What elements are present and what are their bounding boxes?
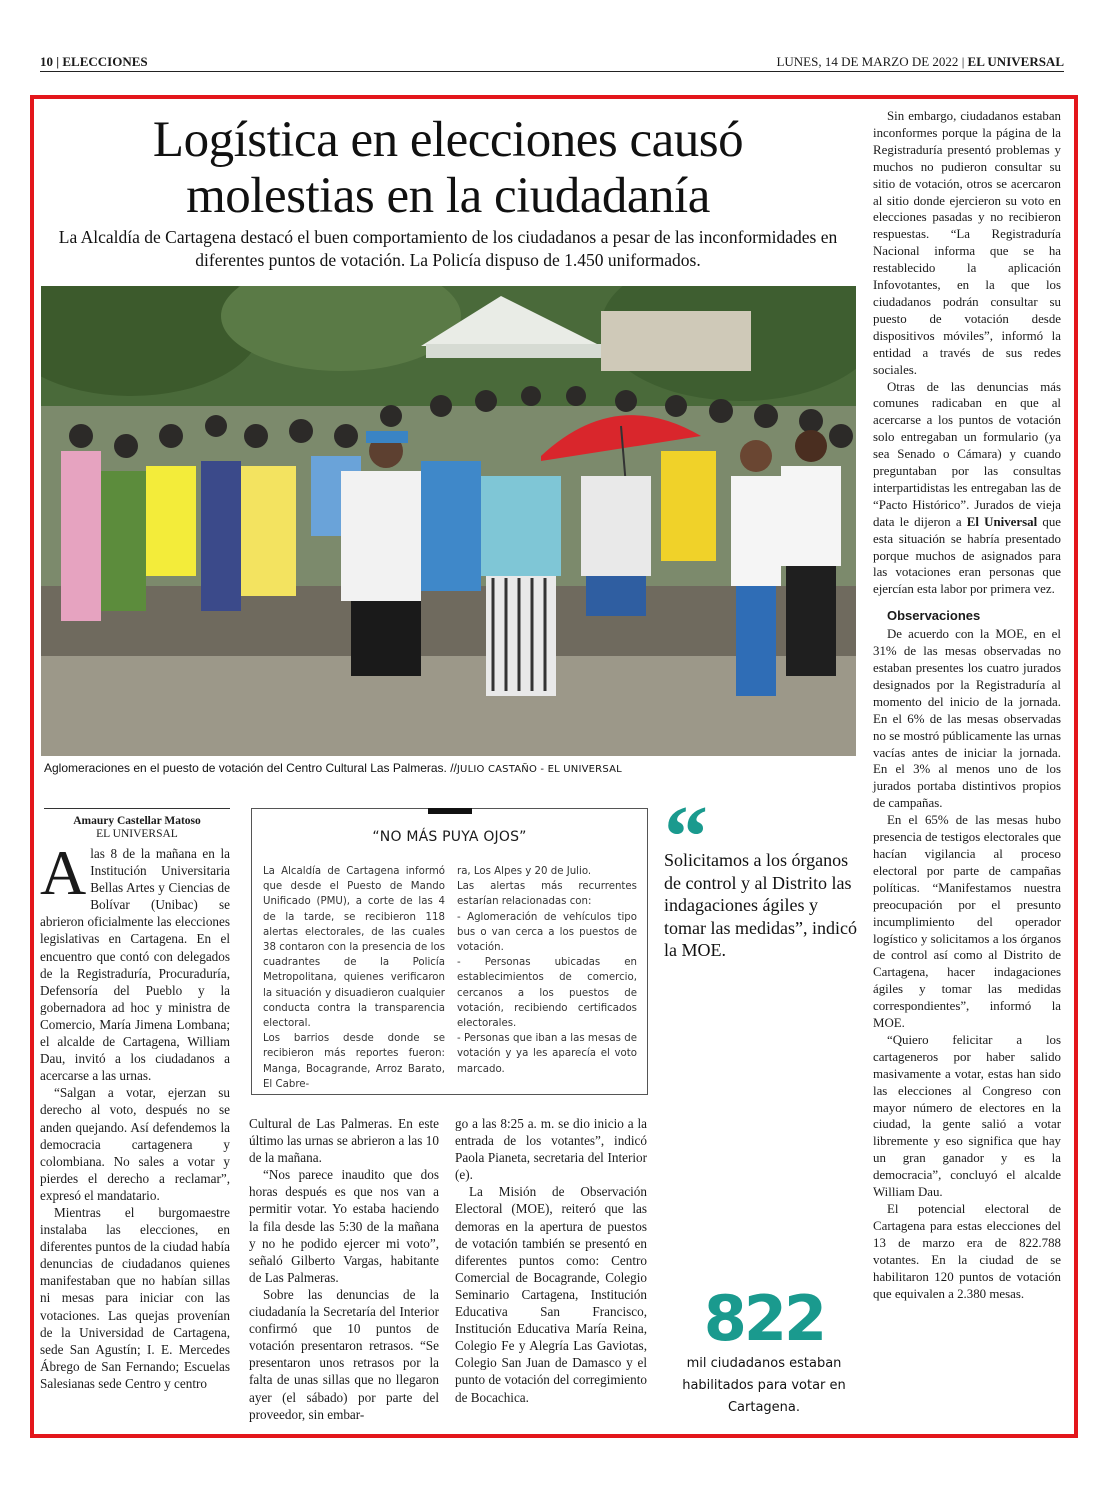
box-title: “NO MÁS PUYA OJOS” bbox=[372, 829, 527, 845]
article-column-3 bbox=[455, 1115, 647, 1406]
paragraph-text: Otras de las denuncias más comunes radicaban en que al acercarse a los puntos de votación solo entregaban un formulario (ya sea Senado o Cámara) y cuando preguntaban por las consultas interpartidistas les entregaban las de “Pacto Histórico”. Jurados de vieja data le dijeron a bbox=[873, 379, 1061, 529]
box-paragraph: - Personas que iban a las mesas de votación y ya les aparecía el voto marcado. bbox=[457, 1033, 637, 1075]
article-column-4 bbox=[873, 108, 1061, 1302]
author-outlet: EL UNIVERSAL bbox=[96, 828, 178, 840]
stat-label-line: habilitados para votar en bbox=[682, 1378, 846, 1393]
drop-cap: A bbox=[40, 837, 87, 908]
sidebar-box bbox=[251, 808, 648, 1095]
article-paragraph: Mientras el burgomaestre instalaba las elecciones, en diferentes puntos de la ciudad había denuncias de ciudadanos quienes manifestaban que no habían sillas ni mesas para iniciar con las votaciones. Las quejas provenían de la Universidad de Cartagena, sede San Agustín; I. E. Mercedes Ábrego de San Fernando; Escuelas Salesianas sede Centro y centro bbox=[40, 1204, 230, 1391]
stat-label-line: mil ciudadanos estaban bbox=[686, 1356, 842, 1371]
stat-number: 822 bbox=[703, 1282, 825, 1355]
caption-text: Aglomeraciones en el puesto de votación del Centro Cultural Las Palmeras. // bbox=[44, 761, 457, 775]
quote-text: Solicitamos a los órganos de control y al Distrito las indagaciones ágiles y tomar las medidas”, indicó la MOE. bbox=[664, 850, 857, 960]
article-paragraph: Sobre las denuncias de la ciudadanía la Secretaría del Interior confirmó que 10 puntos de votación presentaron retrasos. “Se presentaron unos retrasos por la falta de unas sillas que no llegaron ayer (el sábado) por parte del proveedor, sin embar- bbox=[249, 1286, 439, 1422]
article-column-1 bbox=[40, 837, 230, 1392]
stat-label bbox=[664, 1353, 864, 1419]
article-paragraph bbox=[40, 837, 230, 1084]
paragraph-text: las 8 de la mañana en la Institución Universitaria Bellas Artes y Ciencias de Bolívar (Unibac) se abrieron oficialmente las elecciones legislativas en Cartagena. En el encuentro que contó con delegados de la Registraduría, Procuraduría, Defensoría del Pueblo y la gobernadora ad hoc y ministra de Comercio, María Jimena Lombana; el alcalde de Cartagena, William Dau, invitó a los ciudadanos a acercarse a las urnas. bbox=[40, 846, 230, 1084]
page-number: 10 bbox=[40, 54, 53, 69]
headline bbox=[44, 112, 852, 224]
deck: La Alcaldía de Cartagena destacó el buen comportamiento de los ciudadanos a pesar de las inconformidades en diferentes puntos de votación. La Policía dispuso de 1.450 uniformados. bbox=[58, 227, 838, 270]
stat-callout bbox=[664, 1282, 864, 1419]
crowd-photo-illustration bbox=[41, 286, 856, 756]
box-paragraph: Las alertas más recurrentes estarían relacionadas con: bbox=[457, 881, 637, 908]
issue-date: LUNES, 14 DE MARZO DE 2022 bbox=[776, 54, 959, 69]
box-column-right bbox=[457, 864, 637, 1077]
paper-name-inline: El Universal bbox=[966, 514, 1038, 529]
box-paragraph: ra, Los Alpes y 20 de Julio. bbox=[457, 866, 592, 877]
article-paragraph: Sin embargo, ciudadanos estaban inconformes porque la página de la Registraduría presentó problemas y muchos no pudieron consultar su sitio de votación, otros se acercaron al sitio donde ejercieron su voto en elecciones pasadas y no recibieron respuestas. “La Registraduría Nacional informa que se ha restablecido la aplicación Infovotantes, en la que los ciudadanos podrán consultar su puesto de votación desde dispositivos móviles”, informó la entidad a través de sus redes sociales. bbox=[873, 109, 1061, 377]
section-name: ELECCIONES bbox=[62, 54, 148, 69]
crowd-photo bbox=[41, 286, 856, 756]
article-paragraph: “Nos parece inaudito que dos horas después es que nos van a permitir votar. Yo estaba haciendo la fila desde las 5:30 de la mañana y no he podido ejercer mi voto”, señaló Gilberto Vargas, habitante de Las Palmeras. bbox=[249, 1167, 439, 1285]
article-paragraph bbox=[873, 379, 1061, 599]
stat-label-line: Cartagena. bbox=[727, 1400, 801, 1415]
author-name: Amaury Castellar Matoso bbox=[73, 815, 201, 827]
page-section: 10 | ELECCIONES bbox=[40, 54, 148, 69]
pull-quote bbox=[664, 789, 862, 962]
paragraph-text: que esta situación se habría presentado porque muchos de asignados para las votaciones eran personas que ejercían esta labor por primera vez. bbox=[873, 514, 1061, 597]
article-paragraph: De acuerdo con la MOE, en el 31% de las mesas observadas no estaban presentes los cuatro jurados designados por la Registraduría al momento del inicio de la jornada. En el 6% de las mesas observadas no se mostró públicamente las urnas vacías antes de iniciar la jornada. En el 3% al menos uno de los jurados portaba distintivos propios de campañas. bbox=[873, 627, 1061, 811]
box-tab bbox=[428, 808, 472, 814]
article-paragraph: “Salgan a votar, ejerzan su derecho al voto, después no se anden quejando. Así defendemos la democracia cartagenera y colombiana. No sales a votar y pierdes el derecho a reclamar”, expresó el mandatario. bbox=[40, 1085, 230, 1203]
article-paragraph: “Quiero felicitar a los cartageneros por haber salido masivamente a votar, estas han sido las elecciones al Congreso con mayor número de electores en la ciudad, la gente salió a votar libremente y eso significa que hay un gran ganador y es la democracia”, concluyó el alcalde William Dau. bbox=[873, 1032, 1061, 1200]
page-header bbox=[40, 52, 1064, 72]
subhead: Observaciones bbox=[887, 608, 981, 624]
paper-name: EL UNIVERSAL bbox=[967, 54, 1064, 69]
headline-line-1: Logística en elecciones causó bbox=[152, 112, 744, 168]
photo-caption bbox=[44, 761, 856, 775]
box-paragraph: La Alcaldía de Cartagena informó que desde el Puesto de Mando Unificado (PMU), a corte de las 4 de la tarde, se recibieron 118 alertas electorales, de las cuales 38 contaron con la presencia de los cuadrantes de la Policía Metropolitana, quienes verificaron la situación y disuadieron cualquier conducta contra la transparencia electoral. bbox=[263, 866, 445, 1030]
quote-mark-icon: “ bbox=[664, 789, 704, 886]
article-paragraph: Cultural de Las Palmeras. En este último las urnas se abrieron a las 10 de la mañana. bbox=[249, 1116, 439, 1166]
article-paragraph: go a las 8:25 a. m. se dio inicio a la entrada de los votantes”, indicó Paola Pianeta, secretaria del Interior (e). bbox=[455, 1116, 647, 1183]
box-paragraph: - Aglomeración de vehículos tipo bus o van cerca a los puestos de votación. bbox=[457, 911, 637, 954]
page-dateline: LUNES, 14 DE MARZO DE 2022 | EL UNIVERSAL bbox=[776, 54, 1064, 69]
article-column-2 bbox=[249, 1115, 439, 1423]
box-paragraph: - Personas ubicadas en establecimientos de comercio, cercanos a los puestos de votación, recibiendo certificados electorales. bbox=[457, 957, 637, 1030]
box-paragraph: Los barrios desde donde se recibieron más reportes fueron: Manga, Bocagrande, Arroz Barato, El Cabre- bbox=[263, 1033, 445, 1090]
article-paragraph: La Misión de Observación Electoral (MOE), reiteró que las demoras en la apertura de puestos de votación también se presentó en diferentes puntos como: Centro Comercial de Bocagrande, Colegio Seminario Cartagena, Institución Educativa San Francisco, Institución Educativa María Reina, Colegio Fe y Alegría Las Gaviotas, Colegio San Juan de Damasco y el punto de votación del corregimiento de Bocachica. bbox=[455, 1184, 647, 1405]
photo-credit: JULIO CASTAÑO - EL UNIVERSAL bbox=[456, 764, 622, 775]
article-paragraph: El potencial electoral de Cartagena para estas elecciones del 13 de marzo era de 822.788 votantes. En la ciudad de se habilitaron 120 puntos de votación que equivalen a 2.380 mesas. bbox=[873, 1202, 1061, 1301]
box-column-left bbox=[263, 864, 445, 1092]
headline-line-2: molestias en la ciudadanía bbox=[186, 168, 710, 224]
article-paragraph: En el 65% de las mesas hubo presencia de testigos electorales que hacían vigilancia al proceso electoral por parte de campañas políticas. “Manifestamos nuestra preocupación por el presunto incumplimiento del operador logístico y solicitamos a los órganos de control así como al Distrito de Cartagena, hacer indagaciones ágiles y tomar las medidas correspondientes”, informó la MOE. bbox=[873, 813, 1061, 1031]
